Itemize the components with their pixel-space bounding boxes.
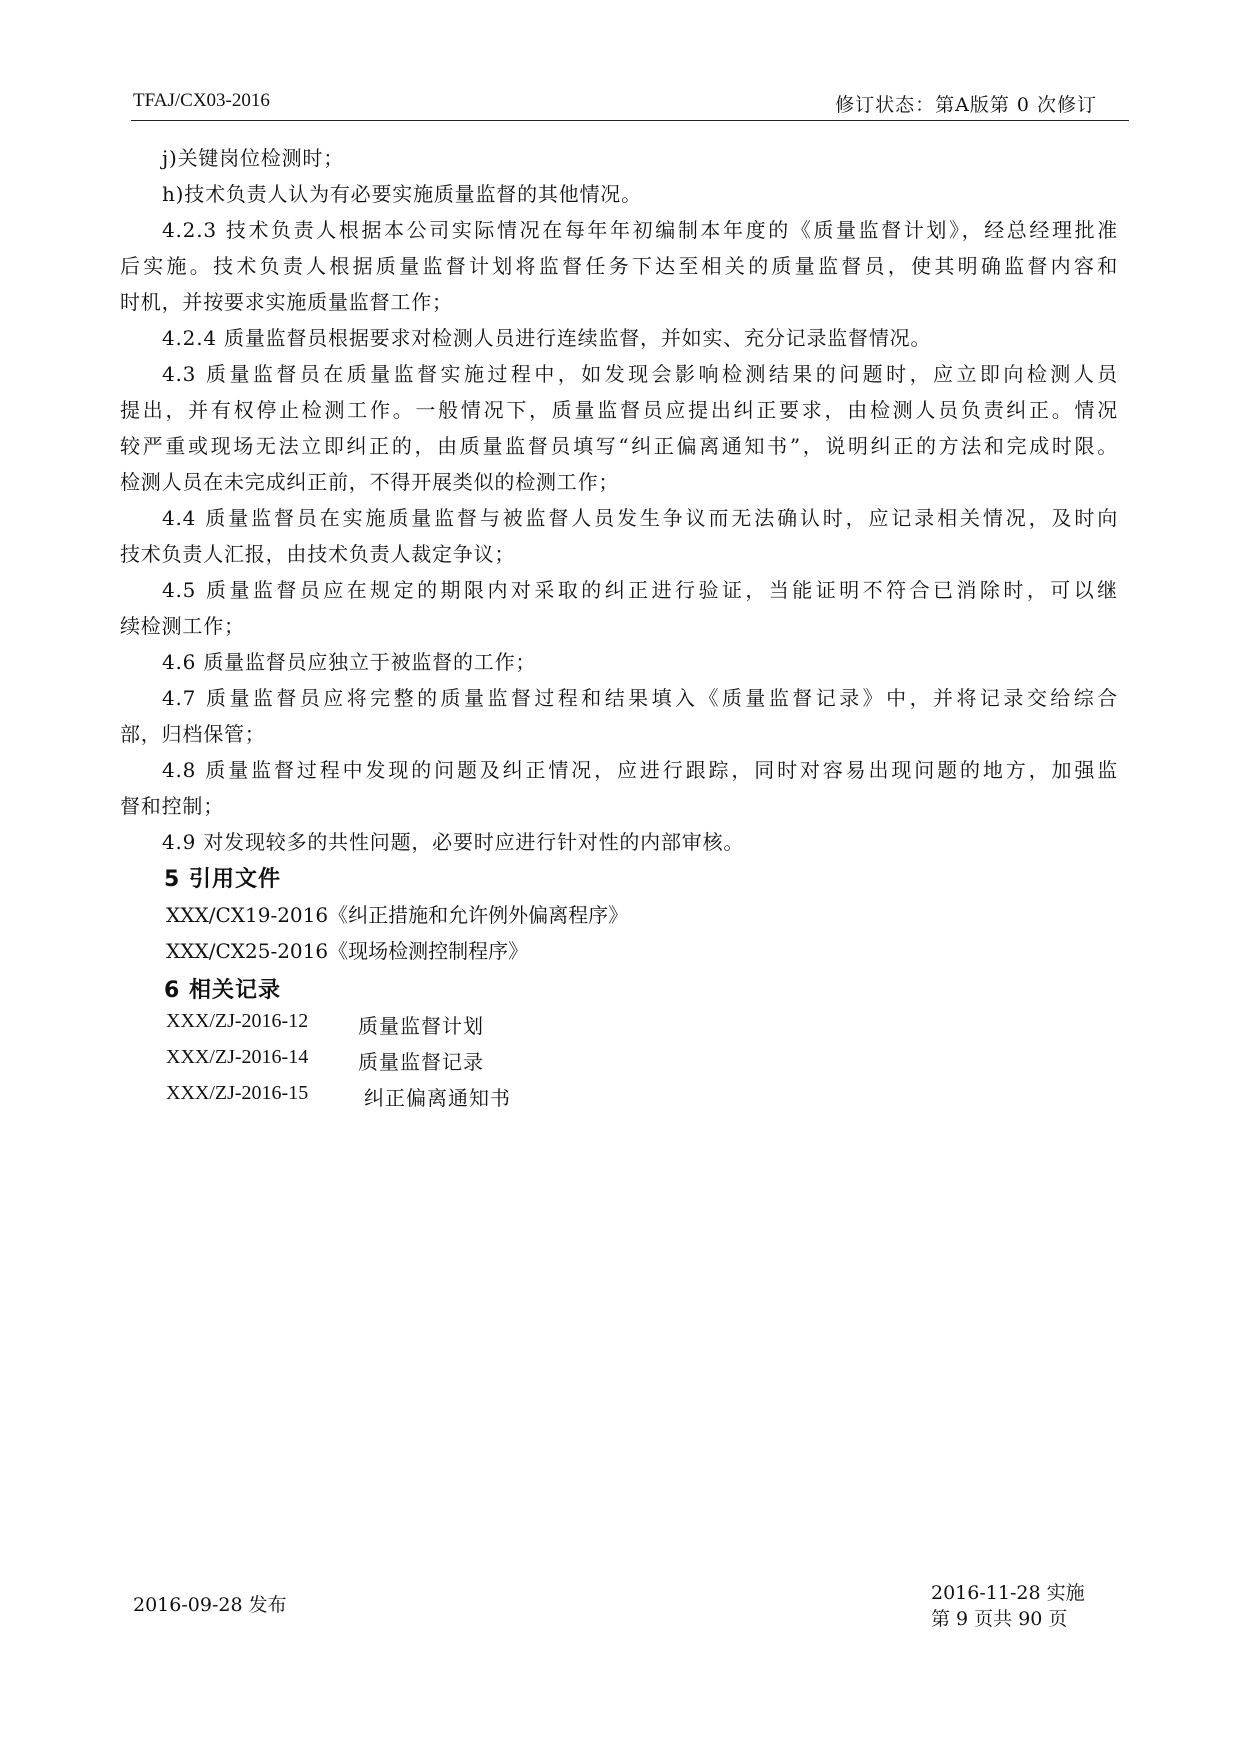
implement-date: 2016-11-28 实施 — [931, 1582, 1085, 1604]
clause-4-5-line2: 续检测工作； — [120, 614, 245, 638]
section-6-heading: 6 相关记录 — [164, 978, 281, 1003]
page-number: 第 9 页共 90 页 — [931, 1608, 1068, 1630]
clause-4-4-line1: 4.4 质量监督员在实施质量监督与被监督人员发生争议而无法确认时，应记录相关情况，及时向 — [162, 506, 1118, 530]
clause-4-2-3-line3: 时机，并按要求实施质量监督工作； — [120, 290, 453, 314]
clause-4-7-line2: 部，归档保管； — [120, 722, 266, 746]
record-code: XXX/ZJ-2016-14 — [166, 1046, 309, 1068]
revision-status: 修订状态：第A版第 0 次修订 — [835, 94, 1097, 116]
reference-item: XXX/CX19-2016《纠正措施和允许例外偏离程序》 — [166, 903, 629, 927]
clause-4-6: 4.6 质量监督员应独立于被监督的工作； — [162, 650, 537, 674]
clause-4-3-line3: 较严重或现场无法立即纠正的，由质量监督员填写“纠正偏离通知书”，说明纠正的方法和完成时限。 — [120, 434, 1118, 458]
clause-4-2-3-line1: 4.2.3 技术负责人根据本公司实际情况在每年年初编制本年度的《质量监督计划》，经总经理批准 — [162, 218, 1118, 242]
document-code: TFAJ/CX03-2016 — [133, 90, 270, 111]
clause-4-8-line2: 督和控制； — [120, 794, 224, 818]
clause-4-8-line1: 4.8 质量监督过程中发现的问题及纠正情况，应进行跟踪，同时对容易出现问题的地方，加强监 — [162, 758, 1118, 782]
reference-item: XXX/CX25-2016《现场检测控制程序》 — [166, 939, 529, 963]
item-h: h)技术负责人认为有必要实施质量监督的其他情况。 — [162, 182, 642, 206]
clause-4-3-line1: 4.3 质量监督员在质量监督实施过程中，如发现会影响检测结果的问题时，应立即向检测人员 — [162, 362, 1118, 386]
item-j: j)关键岗位检测时； — [162, 146, 345, 170]
clause-4-7-line1: 4.7 质量监督员应将完整的质量监督过程和结果填入《质量监督记录》中，并将记录交给综合 — [162, 686, 1118, 710]
clause-4-4-line2: 技术负责人汇报，由技术负责人裁定争议； — [120, 542, 516, 566]
page-header — [131, 86, 1129, 121]
issue-date: 2016-09-28 发布 — [133, 1594, 287, 1616]
record-name: 纠正偏离通知书 — [364, 1086, 511, 1110]
record-name: 质量监督记录 — [358, 1050, 484, 1074]
clause-4-2-4: 4.2.4 质量监督员根据要求对检测人员进行连续监督，并如实、充分记录监督情况。 — [162, 326, 932, 350]
record-code: XXX/ZJ-2016-15 — [166, 1082, 309, 1104]
record-code: XXX/ZJ-2016-12 — [166, 1010, 309, 1032]
section-5-heading: 5 引用文件 — [164, 867, 281, 892]
record-name: 质量监督计划 — [358, 1014, 484, 1038]
clause-4-3-line4: 检测人员在未完成纠正前，不得开展类似的检测工作； — [120, 470, 620, 494]
clause-4-2-3-line2: 后实施。技术负责人根据质量监督计划将监督任务下达至相关的质量监督员，使其明确监督内容和 — [120, 254, 1118, 278]
clause-4-9: 4.9 对发现较多的共性问题，必要时应进行针对性的内部审核。 — [162, 830, 745, 854]
clause-4-5-line1: 4.5 质量监督员应在规定的期限内对采取的纠正进行验证，当能证明不符合已消除时，可以继 — [162, 578, 1118, 602]
clause-4-3-line2: 提出，并有权停止检测工作。一般情况下，质量监督员应提出纠正要求，由检测人员负责纠正。情况 — [120, 398, 1118, 422]
